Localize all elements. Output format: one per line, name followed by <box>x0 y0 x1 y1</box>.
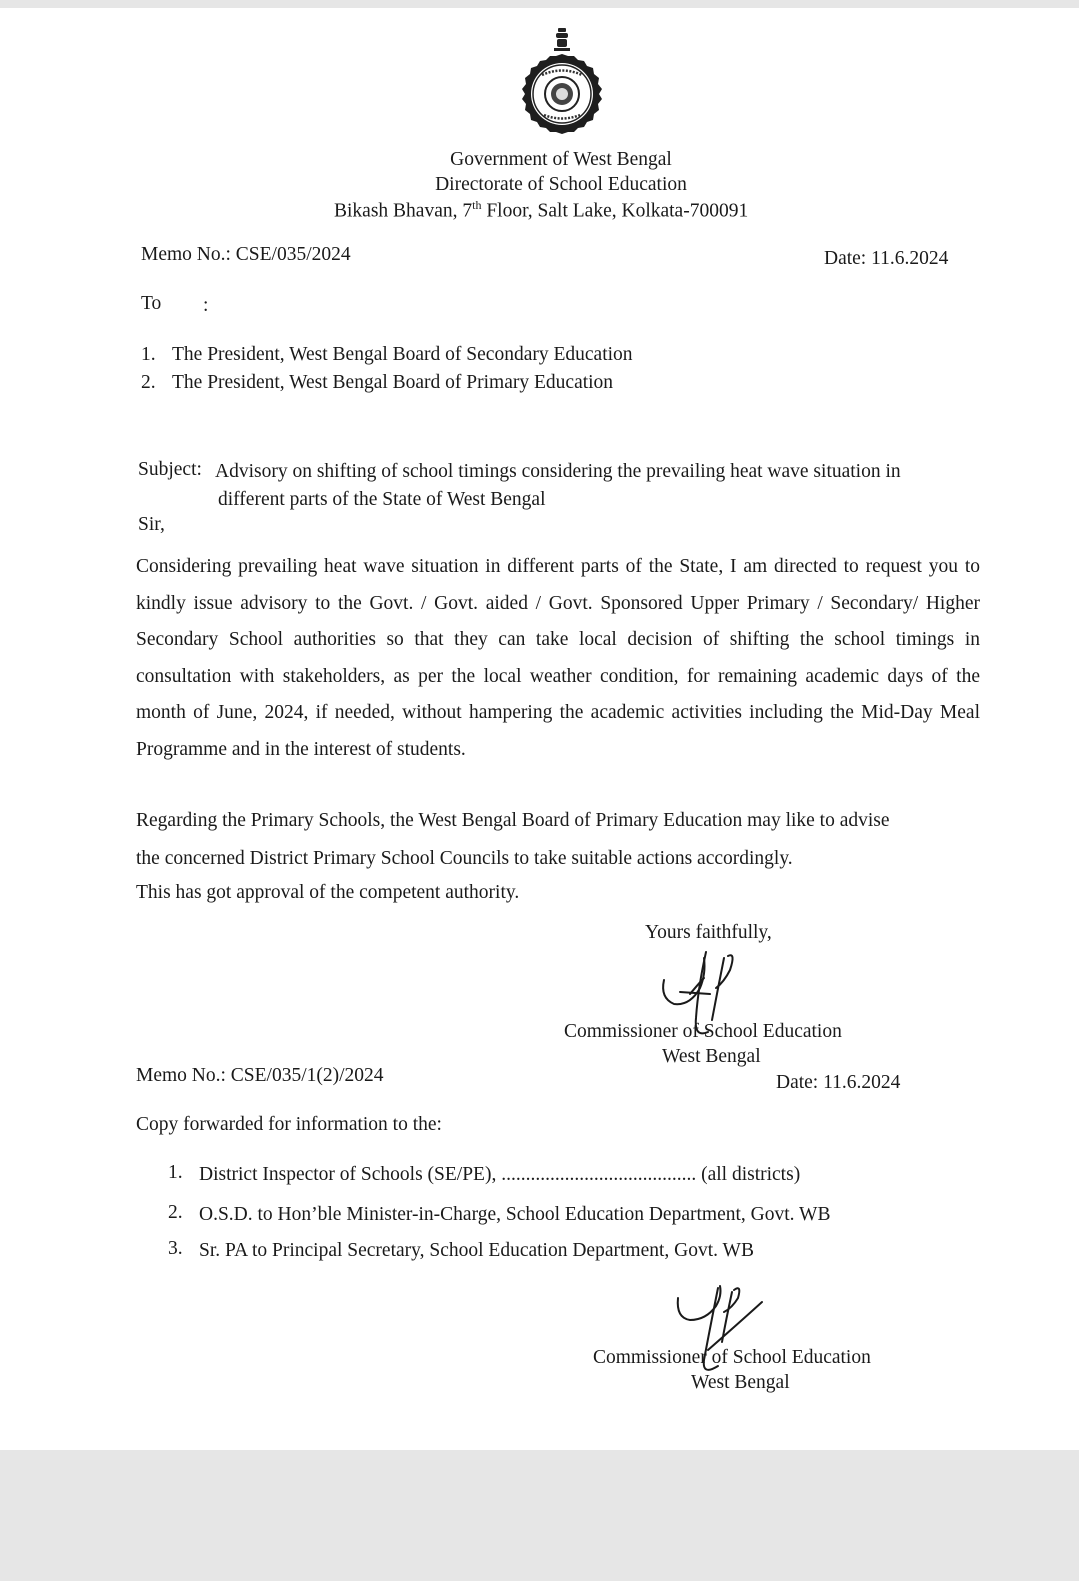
recipient-item: The President, West Bengal Board of Secondary Education <box>172 344 633 365</box>
copy-intro: Copy forwarded for information to the: <box>136 1114 442 1135</box>
copy-item: Sr. PA to Principal Secretary, School Education Department, Govt. WB <box>199 1240 754 1261</box>
signatory-title: Commissioner of School Education <box>564 1021 842 1042</box>
body-paragraph-1: Considering prevailing heat wave situation in different parts of the State, I am directed to request you to kindly issue advisory to the Govt. / Govt. aided / Govt. Sponsored Upper Primary / Secondary/ Higher Secondary School authorities so that they can take local decision of shifting the school timings in consultation with stakeholders, as per the local weather condition, for remaining academic days of the month of June, 2024, if needed, without hampering the academic activities including the Mid-Day Meal Programme and in the interest of students. <box>136 556 980 760</box>
subject-label: Subject: <box>138 459 202 480</box>
signatory-place: West Bengal <box>662 1046 761 1067</box>
header-government: Government of West Bengal <box>450 149 672 170</box>
copy-item: District Inspector of Schools (SE/PE), ........................................ (all districts) <box>199 1164 801 1185</box>
header-directorate: Directorate of School Education <box>435 174 687 195</box>
government-emblem-icon <box>520 26 604 136</box>
copy-item-number: 2. <box>168 1202 183 1223</box>
subject-line-2: different parts of the State of West Bengal <box>218 489 546 510</box>
copy-item-number: 1. <box>168 1162 183 1183</box>
memo2-number: Memo No.: CSE/035/1(2)/2024 <box>136 1065 384 1086</box>
memo-number: Memo No.: CSE/035/2024 <box>141 244 351 265</box>
to-label: To <box>141 293 162 314</box>
recipient-item: The President, West Bengal Board of Primary Education <box>172 372 614 393</box>
recipient-number: 2. <box>141 372 156 393</box>
to-colon: : <box>203 295 209 316</box>
approval-line: This has got approval of the competent authority. <box>136 882 520 903</box>
body-paragraph-2-line-2: the concerned District Primary School Councils to take suitable actions accordingly. <box>136 848 793 869</box>
memo2-date: Date: 11.6.2024 <box>776 1072 901 1093</box>
memo-date: Date: 11.6.2024 <box>824 248 949 269</box>
body-paragraph-2-line-1: Regarding the Primary Schools, the West Bengal Board of Primary Education may like to advise <box>136 810 890 831</box>
recipient-number: 1. <box>141 344 156 365</box>
header-address: Bikash Bhavan, 7th Floor, Salt Lake, Kolkata-700091 <box>334 198 749 222</box>
signatory-place: West Bengal <box>691 1372 790 1393</box>
copy-item: O.S.D. to Hon’ble Minister-in-Charge, School Education Department, Govt. WB <box>199 1204 831 1225</box>
letter-page <box>0 8 1079 1450</box>
salutation: Sir, <box>138 514 165 535</box>
subject-line-1: Advisory on shifting of school timings considering the prevailing heat wave situation in <box>215 461 901 482</box>
copy-item-number: 3. <box>168 1238 183 1259</box>
closing: Yours faithfully, <box>645 922 772 943</box>
signatory-title: Commissioner of School Education <box>593 1347 871 1368</box>
